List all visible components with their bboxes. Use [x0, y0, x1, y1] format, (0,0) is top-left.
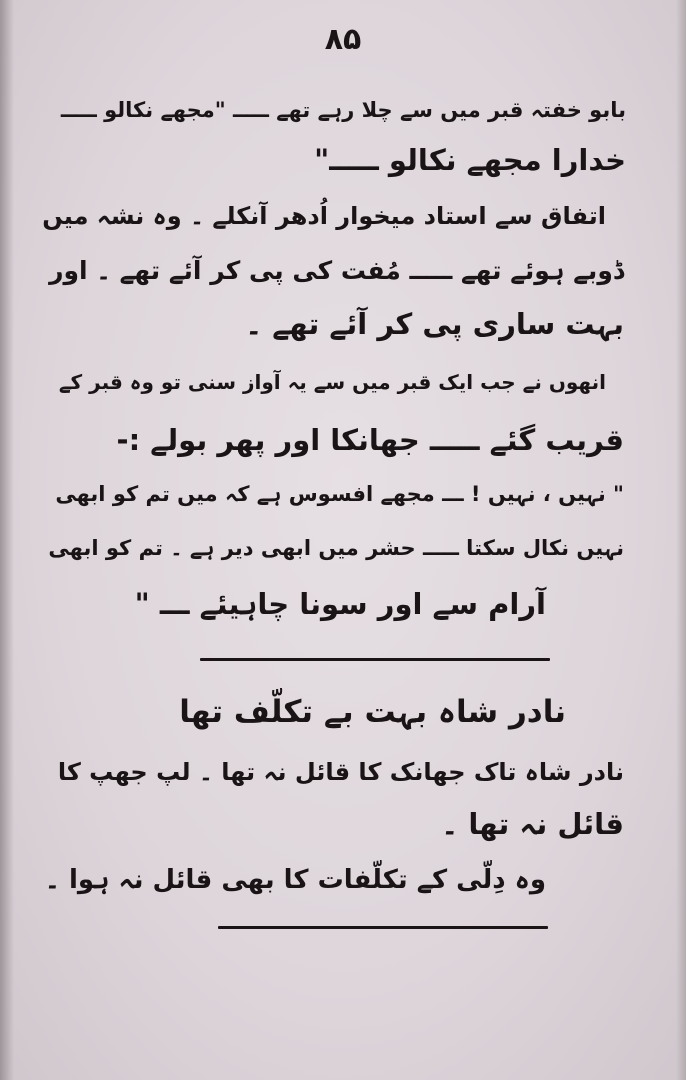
story2-line-1: نادر شاہ تاک جھانک کا قائل نہ تھا ۔ لپ جھپ کا: [57, 758, 624, 786]
story1-line-1: بابو خفتہ قبر میں سے چلا رہے تھے ـــــ "مجھے نکالو ـــــ: [60, 98, 626, 122]
story2-line-3: وہ دِلّی کے تکلّفات کا بھی قائل نہ ہوا ۔: [44, 865, 546, 895]
story1-line-4: ڈوبے ہوئے تھے ـــــ مُفت کی پی کر آئے تھے ۔ اور: [49, 256, 624, 285]
story1-line-3: اتفاق سے استاد میخوار اُدھر آنکلے ۔ وہ نشہ میں: [42, 202, 606, 230]
story1-line-5: بہت ساری پی کر آئے تھے ۔: [245, 307, 624, 341]
story1-line-9: نہیں نکال سکتا ـــــ حشر میں ابھی دیر ہے ۔ تم کو ابھی: [48, 536, 624, 560]
story1-line-6: انھوں نے جب ایک قبر میں سے یہ آواز سنی تو وہ قبر کے: [58, 370, 606, 394]
bleed-through-text: [180, 330, 188, 360]
story1-line-7: قریب گئے ـــــ جھانکا اور پھر بولے :-: [116, 423, 624, 457]
story1-line-2: خدارا مجھے نکالو ـــــ": [314, 143, 626, 177]
story2-title: نادر شاہ بہت بے تکلّف تھا: [179, 694, 566, 730]
story2-line-2: قائل نہ تھا ۔: [441, 807, 624, 841]
end-divider: [218, 926, 548, 929]
story1-line-10: آرام سے اور سونا چاہیئے ـــ ": [134, 587, 546, 621]
story1-line-8: " نہیں ، نہیں ! ـــ مجھے افسوس ہے کہ میں تم کو ابھی: [55, 482, 624, 506]
page-number: ۸۵: [324, 22, 362, 57]
section-divider: [200, 658, 550, 661]
